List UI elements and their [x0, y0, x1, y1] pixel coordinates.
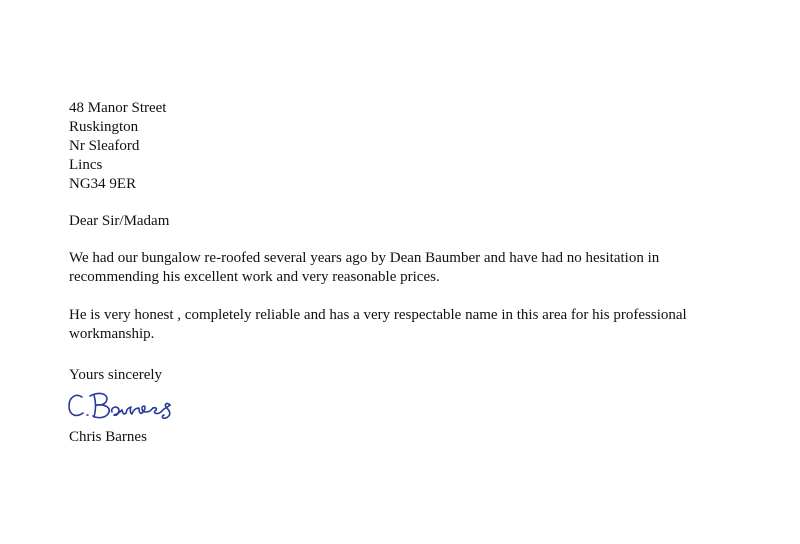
paragraph-1-line-2: recommending his excellent work and very reasonable prices. — [69, 269, 440, 285]
salutation: Dear Sir/Madam — [69, 213, 170, 229]
paragraph-2-line-2: workmanship. — [69, 326, 155, 342]
address-line-area: Nr Sleaford — [69, 138, 140, 154]
closing: Yours sincerely — [69, 367, 163, 383]
address-line-county: Lincs — [69, 157, 103, 173]
address-line-town: Ruskington — [69, 119, 139, 135]
paragraph-1-line-1: We had our bungalow re-roofed several years ago by Dean Baumber and have had no hesitation in — [69, 250, 660, 266]
address-postcode: NG34 9ER — [69, 176, 137, 192]
signatory-name: Chris Barnes — [69, 429, 147, 445]
handwritten-signature — [66, 388, 216, 424]
paragraph-2-line-1: He is very honest , completely reliable and has a very respectable name in this area for his professional — [69, 307, 687, 323]
address-line-street: 48 Manor Street — [69, 100, 167, 116]
